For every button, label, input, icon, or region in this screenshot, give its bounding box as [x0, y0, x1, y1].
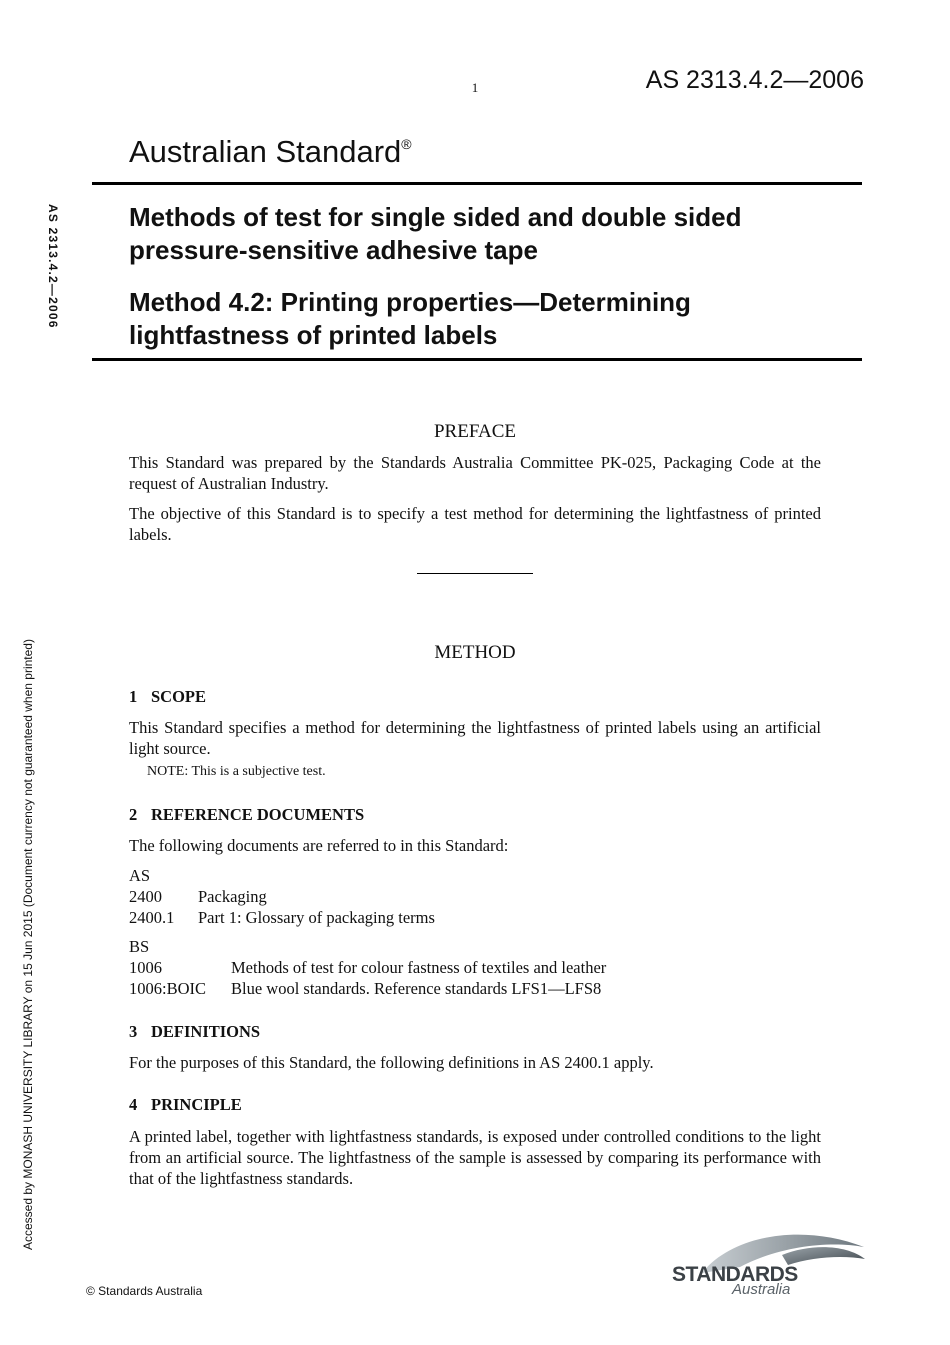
- main-title-line1: Methods of test for single sided and double sided: [129, 202, 742, 232]
- reference-title: Packaging: [198, 887, 267, 906]
- section-title: SCOPE: [151, 687, 207, 706]
- reference-title: Blue wool standards. Reference standards LFS1—LFS8: [231, 979, 602, 998]
- definitions-text: For the purposes of this Standard, the following definitions in AS 2400.1 apply.: [129, 1053, 654, 1072]
- section-divider: [417, 573, 533, 574]
- section-title: DEFINITIONS: [151, 1022, 261, 1041]
- reference-row: [129, 978, 606, 999]
- section-references-heading: [129, 805, 364, 825]
- reference-code: 2400.1: [129, 908, 175, 927]
- section-title: REFERENCE DOCUMENTS: [151, 805, 365, 824]
- principle-text: A printed label, together with lightfastness standards, is exposed under controlled conditions to the light from an artificial source. The lightfastness of the sample is assessed by comparing its performance with that of the lightfastness standards.: [129, 1127, 821, 1188]
- method-title-line2: lightfastness of printed labels: [129, 320, 498, 350]
- title-rule-bottom: [92, 358, 862, 361]
- main-title: [129, 201, 849, 267]
- reference-group-as: [129, 865, 435, 928]
- section-principle-heading: [129, 1095, 242, 1115]
- logo-subtext: Australia: [732, 1281, 791, 1298]
- standards-australia-logo: [662, 1225, 867, 1300]
- standard-type-title: [129, 134, 412, 170]
- standard-type-text: Australian Standard: [129, 134, 402, 169]
- preface-paragraph-2: The objective of this Standard is to specify a test method for determining the lightfastness of printed labels.: [129, 504, 821, 544]
- logo-wordmark: STANDARDS: [672, 1263, 798, 1286]
- section-definitions-heading: [129, 1022, 260, 1042]
- scope-text: This Standard specifies a method for determining the lightfastness of printed labels using an artificial light source.: [129, 718, 821, 758]
- side-standard-number: AS 2313.4.2—2006: [46, 204, 60, 329]
- section-number: 3: [129, 1022, 138, 1041]
- preface-paragraph-1: This Standard was prepared by the Standards Australia Committee PK-025, Packaging Code at the request of Australian Industry.: [129, 453, 821, 493]
- method-heading: METHOD: [434, 642, 516, 663]
- reference-row: [129, 886, 435, 907]
- reference-code: 1006:BOIC: [129, 979, 207, 998]
- scope-note: NOTE: This is a subjective test.: [147, 764, 326, 779]
- reference-title: Part 1: Glossary of packaging terms: [198, 908, 435, 927]
- section-title: PRINCIPLE: [151, 1095, 242, 1114]
- references-intro: The following documents are referred to in this Standard:: [129, 836, 509, 855]
- reference-row: [129, 907, 435, 928]
- side-access-notice: Accessed by MONASH UNIVERSITY LIBRARY on 15 Jun 2015 (Document currency not guaranteed when printed): [21, 639, 35, 1250]
- reference-group-label: AS: [129, 866, 151, 885]
- method-title: [129, 286, 849, 352]
- title-rule-top: [92, 182, 862, 185]
- section-number: 2: [129, 805, 138, 824]
- section-number: 1: [129, 687, 138, 706]
- copyright-notice: © Standards Australia: [86, 1284, 203, 1298]
- page-number: 1: [471, 80, 479, 95]
- reference-code: 1006: [129, 958, 162, 977]
- reference-group-bs: [129, 936, 606, 999]
- registered-mark: ®: [401, 136, 412, 152]
- reference-row: [129, 957, 606, 978]
- section-number: 4: [129, 1095, 138, 1114]
- standard-number: AS 2313.4.2—2006: [645, 66, 864, 94]
- reference-group-label: BS: [129, 937, 150, 956]
- reference-title: Methods of test for colour fastness of textiles and leather: [231, 958, 607, 977]
- reference-code: 2400: [129, 887, 162, 906]
- preface-heading: PREFACE: [433, 421, 516, 442]
- method-title-line1: Method 4.2: Printing properties—Determining: [129, 287, 691, 317]
- main-title-line2: pressure-sensitive adhesive tape: [129, 235, 538, 265]
- section-scope-heading: [129, 687, 206, 707]
